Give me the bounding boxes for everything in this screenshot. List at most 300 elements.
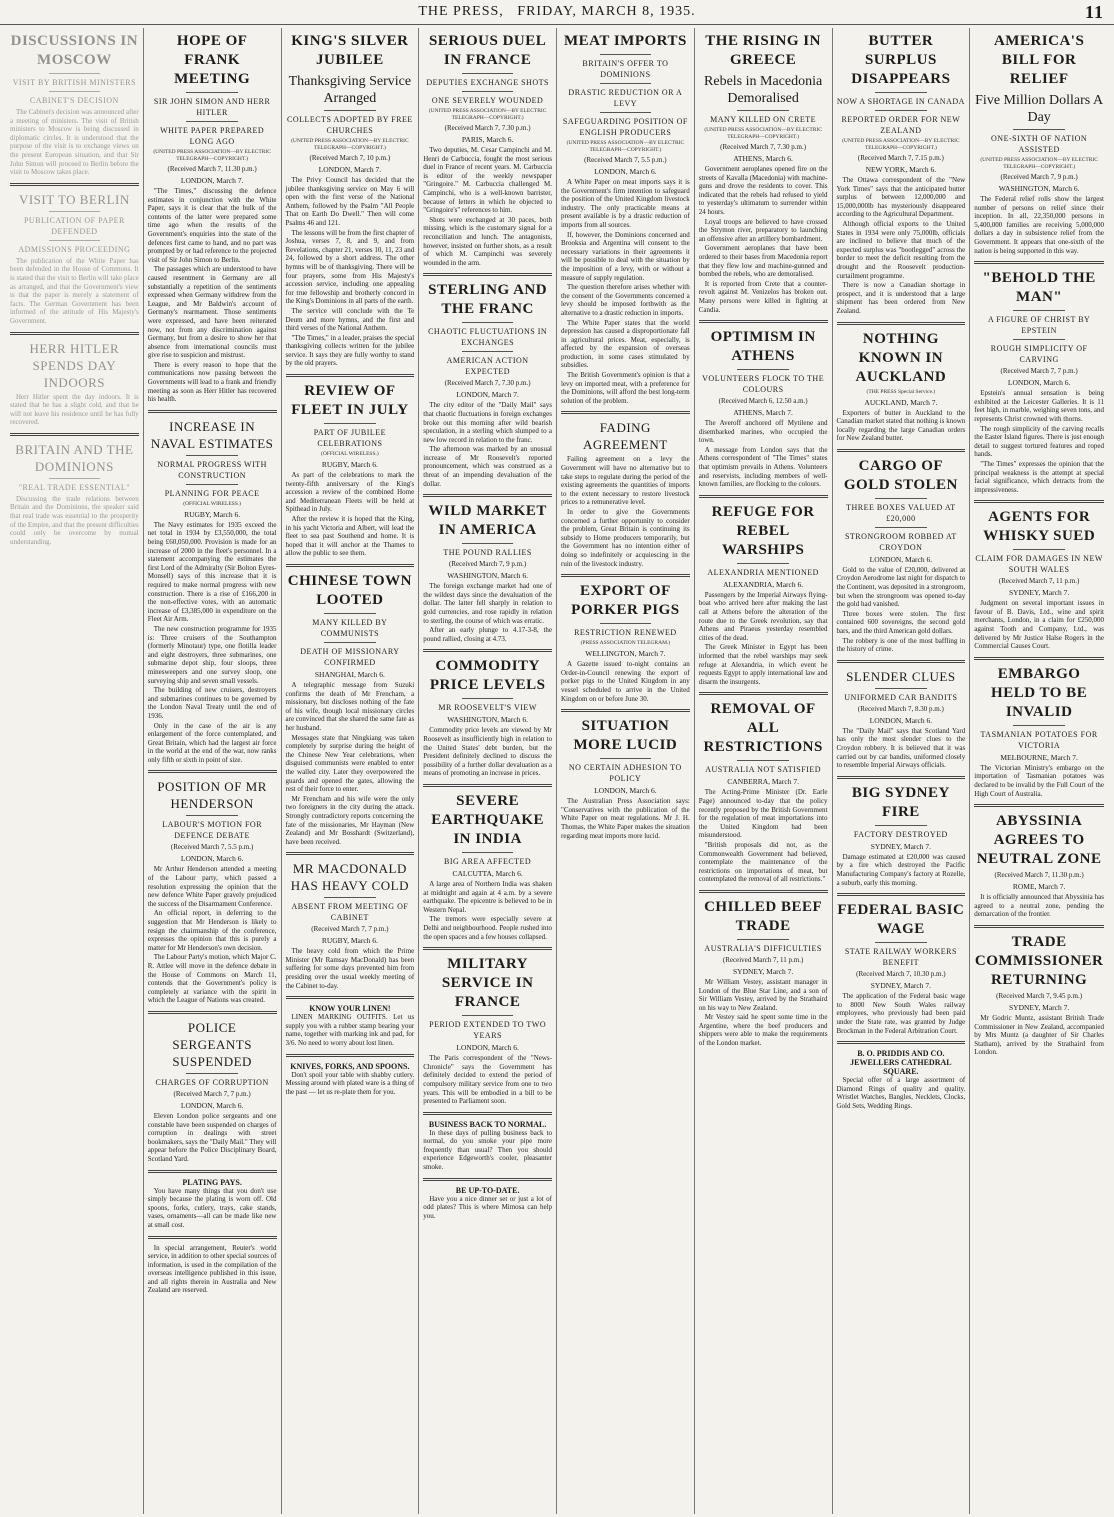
article-deck: NORMAL PROGRESS WITH CONSTRUCTION [157, 459, 267, 480]
article-deck: ONE SEVERELY WOUNDED [431, 96, 544, 105]
article-divider [699, 692, 828, 695]
article-headline: EMBARGO HELD TO BE INVALID [991, 665, 1088, 720]
paragraph: The Averoff anchored off Mytilene and disembarked marines, who occupied the town. [698, 419, 828, 445]
article-subheadline: Five Million Dollars A Day [975, 93, 1104, 125]
deck-rule [600, 758, 652, 759]
article [561, 582, 690, 703]
article-headline: BRITAIN AND THE DOMINIONS [15, 441, 134, 474]
article-deck: THE POUND RALLIES [443, 548, 532, 558]
deck-rule [875, 527, 927, 528]
article-divider [837, 449, 966, 452]
paragraph: Mr Frencham and his wife were the only two foreigners in the city during the attack. Strongly contradictory reports concerning the fate of the missionaries, Mr Hayman (New Zealand) and Mr Bosshardt (Switzerland), have been received. [285, 794, 415, 846]
article [148, 1244, 277, 1296]
paragraph: A telegraphic message from Suzuki confirms the death of Mr Frencham, a missionary, but discloses nothing of the fate of his wife, though local missionary circles are convinced that she shared the same fate as her husband. [285, 681, 415, 732]
article-body [974, 764, 1104, 798]
article-headline: REFUGE FOR REBEL WARSHIPS [711, 503, 815, 558]
article-body [10, 393, 139, 427]
wire-credit: (OFFICIAL WIRELESS.) [321, 451, 379, 458]
deck-rule [875, 498, 927, 499]
article-headline: REVIEW OF FLEET IN JULY [291, 383, 409, 419]
paragraph: The White Paper states that the world depression has caused a disproportionate fall in agricultural prices. Meat, especially, is affected by the expansion of overseas production, in some cases stimulated by subsidies. [561, 318, 690, 370]
dateline: PARIS, March 6. [461, 135, 514, 144]
article-body [561, 455, 690, 568]
deck-rule [1013, 725, 1065, 726]
column-3 [282, 28, 420, 1514]
article [699, 700, 828, 884]
columns [6, 28, 1108, 1514]
dateline: RUGBY, March 6. [184, 509, 241, 519]
article-deck: ABSENT FROM MEETING OF CABINET [291, 902, 409, 923]
article-deck: ADMISSIONS PROCEEDING [18, 244, 131, 254]
received-time: (Received March 7, 7 p.m.) [311, 925, 389, 934]
paragraph: A White Paper on meat imports says it is the Government's firm intention to safeguard the position of the United Kingdom livestock industry. The only practicable means at present available is by a drastic reduction of imports from all sources. [561, 178, 690, 229]
article-divider [423, 1178, 552, 1181]
paragraph: "The Times," in a leader, praises the special thanksgiving collects written for the jubilee service. It says they are fully worthy to stand by the old prayers. [285, 333, 415, 368]
article-deck: DEPUTIES EXCHANGE SHOTS [426, 78, 549, 87]
article-headline: SEVERE EARTHQUAKE IN INDIA [431, 792, 545, 847]
deck-rule [600, 83, 652, 84]
deck-rule [1013, 339, 1065, 340]
paragraph: After an early plunge to 4.17-3-8, the pound rallied, closing at 4.73. [423, 626, 552, 643]
received-time: (Received March 7, 7.30 p.m.) [720, 143, 807, 151]
paragraph: The rough simplicity of the carving recalls the Easter Island figures. There is just enough detail to suggest tortured features and roped hands. [974, 424, 1104, 459]
article-headline: OPTIMISM IN ATHENS [710, 329, 816, 365]
article-body [148, 1112, 277, 1164]
deck-rule [1013, 310, 1065, 311]
deck-rule [49, 478, 101, 479]
deck-rule [49, 73, 101, 74]
article-deck: PUBLICATION OF PAPER DEFENDED [23, 215, 125, 236]
deck-rule [875, 110, 927, 111]
received-time: (Received March 7, 8.30 p.m.) [857, 704, 944, 713]
paragraph: Shots were exchanged at 30 paces, both missing, which is the customary signal for a reconciliation and lunch. The antagonists, however, insisted on further shots, as a result of which M. Campinchi was severely wounded in the arm. [423, 215, 552, 267]
article-subheadline: Thanksgiving Service Arranged [288, 74, 412, 106]
article-divider [561, 574, 690, 577]
received-time: (Received March 7, 5.5 p.m.) [584, 156, 667, 164]
article [286, 382, 415, 558]
article-headline: STERLING AND THE FRANC [428, 282, 548, 318]
article-divider [148, 410, 277, 413]
paragraph: The tremors were especially severe at Delhi and neighbourhood. People rushed into the open spaces and a few houses collapsed. [423, 915, 552, 941]
article-body [837, 853, 966, 887]
paragraph: Herr Hitler spent the day indoors. It is stated that he has a slight cold, and that he will not leave his residence until he has fully recovered. [10, 392, 139, 427]
paragraph: The foreign exchange market had one of the wildest days since the devaluation of the dollar. The latter fell sharply in relation to gold currencies, and rose rapidly in relation to sterling, the course of which was erratic. [423, 582, 552, 625]
paragraph: Mr William Vestey, assistant manager in London of the Blue Star Line, and a son of Sir William Vestey, arrived by the Strathaird on his way to New Zealand. [698, 977, 828, 1012]
deck-rule [600, 54, 652, 55]
article-body [148, 521, 277, 765]
paragraph: As part of the celebrations to mark the twenty-fifth anniversary of the King's accession a review of the combined Home and Mediterranean Fleets will be held at Spithead in July. [285, 471, 415, 514]
column-5 [557, 28, 695, 1514]
article [837, 668, 966, 770]
article [974, 508, 1104, 651]
article-deck: CHAOTIC FLUCTUATIONS IN EXCHANGES [428, 327, 548, 348]
advert-title: BUSINESS BACK TO NORMAL. [428, 1119, 547, 1129]
article-headline: POSITION OF MR HENDERSON [157, 779, 267, 812]
received-time: (Received March 7, 10 p.m.) [309, 154, 391, 162]
paragraph: The publication of the White Paper has been defended in the House of Commons. It is stated that the visit to Berlin will take place as arranged, and that the Government's view is that the paper is merely a statement of facts. The German Government has been informed of the attitude of His Majesty's Government. [10, 256, 139, 325]
article-deck: VISIT BY BRITISH MINISTERS [12, 78, 137, 87]
article-deck: MR ROOSEVELT'S VIEW [438, 703, 537, 713]
article-divider [10, 183, 139, 186]
paragraph: In special arrangement, Reuter's world service, in addition to other special sources of information, is used in the compilation of the overseas intelligence published in this issue, and all rights therein in Australia and New Zealand are reserved. [147, 1243, 277, 1295]
deck-rule [49, 240, 101, 241]
paragraph: An official report, in deferring to the suggestion that Mr Henderson is likely to resign the chairmanship of the conference, expresses the opinion that this is purely a matter for Mr Henderson's own decision. [147, 909, 277, 952]
advert-title: KNOW YOUR LINEN! [309, 1004, 391, 1014]
wire-credit: (UNITED PRESS ASSOCIATION—BY ELECTRIC TELEGRAPH—COPYRIGHT.) [704, 127, 822, 140]
article [423, 657, 552, 778]
paragraph: The Navy estimates for 1935 exceed the net total in 1934 by £3,550,000, the total being £60,050,000. Provision is made for an increase of 2000 in the fleet's personnel. In a statement accompanying the estimates the first Lord of the Admiralty (Sir Bolton Eyres-Monsell) says of this increase that it is required to make normal progress with new construction. There is a rise of £166,200 in the non-effective votes, with an automatic increase of £3,385,000 in expenditure on the Fleet Air Arm. [147, 520, 277, 624]
article-deck: SAFEGUARDING POSITION OF ENGLISH PRODUCERS [562, 117, 688, 137]
received-time: (Received March 7, 7.30 p.m.) [444, 379, 531, 388]
paragraph: The question therefore arises whether with the consent of the Governments concerned a levy should be imposed forthwith as the alternative to a drastic reduction in imports. [561, 283, 690, 317]
article-headline: MILITARY SERVICE IN FRANCE [441, 956, 534, 1011]
deck-rule [462, 73, 514, 74]
article-divider [837, 1041, 966, 1044]
article [561, 717, 690, 840]
article [974, 269, 1104, 494]
article-body [148, 865, 277, 1005]
article-deck: ONE-SIXTH OF NATION ASSISTED [991, 134, 1088, 154]
article-deck: CLAIM FOR DAMAGES IN NEW SOUTH WALES [975, 554, 1103, 575]
paragraph: The afternoon was marked by an unusual increase of Mr Roosevelt's reported pronouncement, which was construed as a threat of an impending devaluation of the dollar. [423, 445, 552, 488]
article-body [148, 1244, 277, 1296]
article-deck: NO CERTAIN ADHESION TO POLICY [568, 763, 682, 784]
paragraph: LINEN MARKING OUTFITS. Let us supply you with a rubber stamp bearing your name, together with marking ink and pad, for 3/6. No need to worry about lost linen. [285, 1013, 415, 1048]
article [10, 32, 139, 177]
article [10, 191, 139, 326]
article-headline: REMOVAL OF ALL RESTRICTIONS [703, 701, 823, 756]
article-body [837, 1076, 966, 1110]
article-body [286, 947, 415, 990]
article-headline: THE RISING IN GREECE [705, 33, 821, 68]
dateline: RUGBY, March 6. [321, 460, 378, 470]
paragraph: "The Times" expresses the opinion that the principal weakness is the attempt at special facial significance, which detracts from the impressiveness. [974, 459, 1104, 494]
deck-rule [875, 688, 927, 689]
paragraph: The application of the Federal basic wage to 8000 New South Wales railway employees, who previously had been paid under the State rate, was granted by Judge Brockman in the Federal Arbitration Court. [836, 992, 966, 1035]
article [148, 1178, 277, 1230]
received-time: (Received March 7, 9 p.m.) [1000, 173, 1078, 181]
article-deck: THREE BOXES VALUED AT £20,000 [846, 502, 956, 523]
masthead-paper: THE PRESS, [418, 4, 504, 19]
deck-rule [737, 110, 789, 111]
article-headline: WILD MARKET IN AMERICA [428, 503, 547, 539]
paragraph: Loyal troops are believed to have crossed the Strymon river, preparatory to launching an offensive after an artillery bombardment. [698, 217, 828, 243]
paragraph: The Cabinet's decision was announced after a meeting of ministers. The visit of British ministers to Moscow is being discussed in diplomatic circles. It is understood that the purpose of the visit is to exchange views on the present European situation, and that Sir John Simon will proceed to Berlin before the visit to Moscow takes place. [10, 108, 139, 177]
article-body [423, 1129, 552, 1172]
advert-title: BE UP-TO-DATE. [455, 1185, 520, 1195]
received-time: (Received March 7, 10.30 p.m.) [856, 970, 946, 979]
article-body [699, 165, 828, 314]
deck-rule [462, 543, 514, 544]
deck-rule [875, 92, 927, 93]
article-body [561, 797, 690, 840]
paragraph: "The Times," discussing the defence estimates in conjunction with the White Paper, says it is clear that the bulk of the contents of the latter were prepared some time ago when the results of the Government's enquiries into the state of the defences first came to hand, and no part was prompted by or had reference to the projected visit of Sir John Simon to Berlin. [147, 187, 277, 264]
column-8 [970, 28, 1108, 1514]
article-deck: TASMANIAN POTATOES FOR VICTORIA [980, 729, 1098, 750]
article-divider [699, 495, 828, 498]
article [286, 32, 415, 368]
column-2 [144, 28, 282, 1514]
article-headline: CARGO OF GOLD STOLEN [843, 457, 958, 493]
dateline: ATHENS, March 7. [733, 408, 793, 418]
paragraph: In order to give the Governments concerned a further opportunity to consider the problem, Great Britain is continuing its subsidy to Home producers temporarily, but the Government has no intention either of doing so indefinitely or acquiescing in the ruin of the livestock industry. [561, 508, 690, 568]
paragraph: It is reported from Crete that a counter-revolt against M. Venizelos has broken out. Many persons were killed in fighting at Candia. [698, 279, 828, 314]
column-1 [6, 28, 144, 1514]
article-body [423, 401, 552, 488]
article-deck: STATE RAILWAY WORKERS BENEFIT [844, 947, 957, 968]
article-deck: A FIGURE OF CHRIST BY EPSTEIN [987, 315, 1091, 336]
paragraph: The passages which are understood to have caused resentment in Germany are all substantially a repetition of the sentiments expressed when Germany withdrew from the League, and Mr Baldwin's account of Germany's rearmament. Those sentiments were expressed, and have been reiterated now, not from any discrimination against Germany, but from a desire to show her that absence from international councils must give rise to suspicion and mistrust. [147, 265, 277, 360]
wire-credit: (UNITED PRESS ASSOCIATION—BY ELECTRIC TELEGRAPH—COPYRIGHT.) [566, 140, 685, 153]
article-deck: ALEXANDRIA MENTIONED [707, 567, 819, 577]
paragraph: Epstein's annual sensation is being exhibited at the Leicester Galleries. It is 11 feet high, in marble, weighing seven tons, and represents Christ crowned with thorns. [974, 389, 1104, 423]
article-divider [699, 890, 828, 893]
article [837, 1049, 966, 1110]
deck-rule [324, 423, 376, 424]
article-deck: VOLUNTEERS FLOCK TO THE COLOURS [702, 374, 825, 395]
dateline: LONDON, March 6. [869, 715, 933, 725]
deck-rule [600, 623, 652, 624]
paragraph: Eleven London police sergeants and one constable have been suspended on charges of corruption in dealings with street bookmakers, says the "Daily Mail." They will appear before the Police Disciplinary Board, Scotland Yard. [147, 1111, 277, 1163]
deck-rule [324, 897, 376, 898]
article-divider [974, 657, 1104, 660]
article-deck: AMERICAN ACTION EXPECTED [446, 356, 529, 377]
masthead [0, 0, 1114, 25]
paragraph: The Australian Press Association says: "Conservatives with the publication of the White Paper on meat regulations. Mr J. H. Thomas, the White Paper makes the situation regarding meat imports more lucid. [561, 797, 690, 840]
deck-rule [737, 939, 789, 940]
dateline: SYDNEY, March 7. [870, 841, 932, 851]
paragraph: The lessons will be from the first chapter of Joshua, verses 7, 8, and 9, and from Revelations, chapter 21, verses 10, 11, 23 and 24, followed by a short address. The other hymns will be of thanksgiving. There will be four prayers, some from His Majesty's accession service, including one appealing for true fellowship and brotherly concord in the King's Dominions in all parts of the earth. [285, 228, 415, 306]
dateline: LONDON, March 6. [180, 854, 244, 864]
article-deck: STRONGROOM ROBBED AT CROYDON [844, 531, 957, 552]
deck-rule [186, 92, 238, 93]
article [286, 1062, 415, 1097]
article [148, 418, 277, 765]
article-body [561, 660, 690, 703]
paragraph: If, however, the Dominions concerned and Brooksia and Argentina will consent to the necessary variations in their agreements it will be possible to deal with the situation by the imposition of a levy, with or without a measure of supply regulation. [561, 230, 690, 282]
paragraph: Discussing the trade relations between Britain and the Dominions, the speaker said that real trade was essential to the prosperity of the Empire, and that the present difficulties could only be overcome by mutual understanding. [10, 494, 139, 546]
paragraph: The heavy cold from which the Prime Minister (Mr Ramsay MacDonald) has been suffering for some days prevented him from presiding over the usual weekly meeting of the Cabinet to-day. [285, 947, 415, 990]
received-time: (Received March 7, 9.45 p.m.) [996, 992, 1083, 1000]
article-headline: BUTTER SURPLUS DISAPPEARS [851, 33, 951, 87]
dateline: LONDON, March 6. [594, 167, 657, 176]
article-body [837, 176, 966, 316]
article-body [699, 978, 828, 1048]
article-body [837, 727, 966, 770]
dateline: SYDNEY, March 7. [732, 966, 794, 976]
article [148, 778, 277, 1005]
article-deck: RESTRICTION RENEWED [574, 628, 677, 638]
article-divider [286, 852, 415, 855]
deck-rule [462, 1015, 514, 1016]
paragraph: The "Daily Mail" says that Scotland Yard has only the most slender clues to the Croydon robbery. It is believed that it was carried out by car bandits, uniformed closely to resemble Imperial Airways officials. [836, 726, 966, 770]
article-divider [974, 804, 1104, 807]
received-time: (Received March 6, 12.50 a.m.) [718, 397, 808, 406]
article-deck: LABOUR'S MOTION FOR DEFENCE DEBATE [162, 820, 263, 841]
article-headline: INCREASE IN NAVAL ESTIMATES [150, 418, 274, 451]
paragraph: The Acting-Prime Minister (Dr. Earle Page) announced to-day that the policy recently proposed by the British Government for the regulation of meat importations into the United Kingdom had been misunderstood. [698, 788, 828, 840]
article-deck: AUSTRALIA NOT SATISFIED [705, 765, 822, 775]
article [837, 457, 966, 654]
article-body [423, 582, 552, 643]
article-subheadline: Rebels in Macedonia Demoralised [704, 74, 823, 106]
paragraph: The service will conclude with the Te Deum and more hymns, and the first and third verses of the National Anthem. [285, 306, 415, 333]
paragraph: Two deputies, M. Cesar Campinchi and M. Henri de Carbuccia, fought the most serious duel in France of recent years. M. Carbuccia is editor of the weekly newspaper "Gringoire." M. Carbuccia challenged M. Campinchi, who is a well-known barrister, because of letters in which he objected to "Gringoire's" references to him. [423, 146, 552, 215]
article [837, 330, 966, 443]
article-body [286, 1013, 415, 1047]
paragraph: Judgment on several important issues in favour of B. Davis, Ltd., wine and spirit merchants, London, in a claim for £250,000 against Tooth and Company, Ltd., was delivered by Mr Justice Halse Rogers in the Commercial Causes Court. [974, 599, 1104, 651]
dateline: WASHINGTON, March 6. [447, 715, 528, 725]
deck-rule [600, 112, 652, 113]
article-headline: POLICE SERGEANTS SUSPENDED [172, 1019, 252, 1069]
article-body [286, 471, 415, 558]
article-body [423, 880, 552, 941]
paragraph: The Paris correspondent of the "News-Chronicle" says the Government has definitely decided to extend the period of compulsory military service from one to two years. This will be embodied in a bill to be presented to Parliament soon. [423, 1054, 552, 1106]
column-6 [695, 28, 833, 1514]
article-body [974, 195, 1104, 255]
wire-credit: (UNITED PRESS ASSOCIATION—BY ELECTRIC TELEGRAPH—COPYRIGHT.) [842, 138, 960, 151]
article-headline: AMERICA'S BILL FOR RELIEF [993, 33, 1085, 87]
paragraph: The new construction programme for 1935 is: Three cruisers of the Southampton (formerly Minotaur) type, one flotilla leader and eight destroyers, three submarines, one submarine depot ship, four sloops, three minesweepers and one survey sloop, one surveying ship and seven small vessels. [147, 624, 277, 685]
paragraph: Only in the case of the air is any enlargement of the force contemplated, and Great Britain, which had the largest air force in the world at the end of the war, now ranks only fifth or sixth in point of size. [147, 721, 277, 764]
advert-title: KNIVES, FORKS, AND SPOONS. [290, 1061, 410, 1071]
dateline: SYDNEY, March 7. [1008, 588, 1070, 598]
article-body [974, 389, 1104, 494]
dateline: LONDON, March 6. [180, 1100, 244, 1110]
article [699, 32, 828, 314]
wire-credit: (UNITED PRESS ASSOCIATION—BY ELECTRIC TELEGRAPH—COPYRIGHT.) [980, 157, 1098, 170]
paragraph: The Labour Party's motion, which Major C. R. Attlee will move in the defence debate in the House of Commons on March 11, contends that the Government's policy is completely at variance with the spirit in which the League of Nations was created. [147, 953, 277, 1005]
article-divider [561, 411, 690, 414]
article [10, 340, 139, 427]
paragraph: The Greek Minister in Egypt has been informed that the rebel warships may seek refuge at Alexandria, in which event he requests Egypt to apply international law and disarm the insurgents. [698, 643, 828, 686]
article [699, 328, 828, 489]
dateline: LONDON, March 7. [180, 176, 244, 185]
paragraph: The robbery is one of the most baffling in the history of crime. [836, 636, 966, 654]
deck-rule [324, 642, 376, 643]
article-body [974, 893, 1104, 919]
deck-rule [186, 121, 238, 122]
article-divider [837, 776, 966, 779]
advert-title: PLATING PAYS. [182, 1177, 242, 1187]
paragraph: You have many things that you don't use simply because the plating is worn off. Old spoons, forks, cutlery, trays, cake stands, vases, ornaments—all can be made like new at small cost. [147, 1186, 277, 1229]
article-divider [10, 332, 139, 335]
deck-rule [49, 211, 101, 212]
article-divider [286, 564, 415, 567]
article-body [423, 726, 552, 778]
paragraph: Mr Vestey said he spent some time in the Argentine, where the beef producers and shippers were able to make the requirements of the London market. [698, 1013, 828, 1048]
dateline: ROME, March 7. [1012, 882, 1066, 892]
deck-rule [186, 815, 238, 816]
paragraph: A Gazette issued to-night contains an Order-in-Council renewing the export of porker pigs to the United Kingdom in any vessel scheduled to arrive in the United Kingdom on or before June 30. [561, 660, 690, 703]
article [286, 1004, 415, 1047]
paragraph: "British proposals did not, as the Commonwealth Government had believed, contemplate the maintenance of the restrictions on importations of meat, but contemplated the removal of all restrictions." [698, 840, 828, 884]
article-body [10, 108, 139, 177]
article-deck: PLANNING FOR PEACE [164, 488, 260, 498]
article [837, 32, 966, 316]
wire-credit: (UNITED PRESS ASSOCIATION—BY ELECTRIC TELEGRAPH—COPYRIGHT.) [428, 108, 547, 121]
article-body [286, 1071, 415, 1097]
paragraph: Don't spoil your table with shabby cutlery. Messing around with plated ware is a thing of the past — let us re-plate them for you. [285, 1070, 415, 1096]
article-deck: AUSTRALIA'S DIFFICULTIES [704, 943, 822, 953]
article-divider [423, 649, 552, 652]
article [423, 502, 552, 643]
received-time: (Received March 7, 11.30 p.m.) [994, 871, 1084, 880]
paragraph: Gold to the value of £20,000, delivered at Croydon Aerodrome last night for dispatch to the Continent, was deposited in a strongroom, but when the strongroom was opened to-day the gold had vanished. [836, 565, 966, 609]
deck-rule [1013, 129, 1065, 130]
dateline: LONDON, March 6. [1007, 378, 1071, 388]
paragraph: The building of new cruisers, destroyers and submarines continues to be governed by the London Naval Treaty until the end of 1936. [147, 686, 277, 720]
dateline: SYDNEY, March 7. [1008, 1003, 1070, 1012]
article-deck: WHITE PAPER PREPARED LONG AGO [160, 126, 265, 146]
article-body [974, 1014, 1104, 1057]
article-deck: NOW A SHORTAGE IN CANADA [836, 97, 965, 106]
article-deck: PERIOD EXTENDED TO TWO YEARS [429, 1020, 547, 1041]
received-time: (Received March 7, 5.5 p.m.) [170, 843, 254, 852]
article-headline: FEDERAL BASIC WAGE [837, 902, 965, 938]
dateline: WELLINGTON, March 7. [585, 649, 666, 659]
article [837, 784, 966, 887]
article-headline: TRADE COMMISSIONER RETURNING [974, 934, 1104, 988]
article-body [423, 1054, 552, 1106]
article-divider [837, 322, 966, 325]
article-divider [974, 925, 1104, 928]
article-body [10, 495, 139, 547]
dateline: SHANGHAI, March 6. [314, 670, 385, 679]
wire-credit: (UNITED PRESS ASSOCIATION—BY ELECTRIC TELEGRAPH—COPYRIGHT.) [291, 138, 409, 151]
article-divider [286, 374, 415, 377]
article [148, 32, 277, 404]
column-7 [833, 28, 971, 1514]
paragraph: Passengers by the Imperial Airways flying-boat who arrived here after making the last call at Athens before the alteration of the route due to the Greek revolution, say that Athens and Piraeus yesterday resembled cities of the dead. [698, 590, 828, 642]
article [423, 281, 552, 488]
received-time: (Received March 7, 11.30 p.m.) [167, 165, 257, 173]
article-deck: REPORTED ORDER FOR NEW ZEALAND [841, 115, 961, 135]
article-divider [974, 261, 1104, 264]
article-headline: FADING AGREEMENT [583, 420, 668, 453]
received-time: (Received March 7, 11 p.m.) [722, 955, 804, 964]
article-deck: ROUGH SIMPLICITY OF CARVING [990, 344, 1088, 365]
article-deck: MANY KILLED ON CRETE [710, 115, 817, 124]
article [423, 1186, 552, 1221]
article-deck: CABINET'S DECISION [29, 96, 119, 105]
article [423, 32, 552, 267]
article [837, 901, 966, 1035]
article-headline: MR MACDONALD HAS HEAVY COLD [290, 861, 409, 894]
paragraph: A large area of Northern India was shaken at midnight and again at 4 a.m. by a severe earthquake. The epicentre is believed to be in Western Nepal. [423, 879, 552, 914]
article-divider [423, 947, 552, 950]
dateline: ALEXANDRIA, March 6. [723, 579, 804, 589]
page-number: 11 [1084, 2, 1104, 22]
article-headline: SITUATION MORE LUCID [573, 718, 678, 754]
article [561, 32, 690, 405]
dateline: LONDON, March 7. [456, 390, 519, 400]
paragraph: After the review it is hoped that the King, in his yacht Victoria and Albert, will lead the fleet to sea past Southend and home. It is hoped that it will anchor at the Thames to allow the public to see them. [285, 515, 415, 558]
article-deck: FACTORY DESTROYED [853, 829, 948, 839]
paragraph: A message from London says that the Athens correspondent of "The Times" states that optimism prevails in Athens. Volunteers and reservists, including members of well-known families, are flocking to the colours. [698, 445, 828, 489]
article-headline: AGENTS FOR WHISKY SUED [983, 509, 1096, 545]
article-headline: HOPE OF FRANK MEETING [174, 33, 251, 87]
article-body [10, 257, 139, 326]
article-body [148, 1187, 277, 1230]
article-headline: DISCUSSIONS IN MOSCOW [10, 33, 139, 68]
paragraph: The British Government's opinion is that a levy on imported meat, with a preference for the Dominions, will afford the best long-term solution of the problem. [561, 371, 690, 405]
article-deck: SIR JOHN SIMON AND HERR HITLER [153, 97, 271, 117]
deck-rule [186, 455, 238, 456]
article-headline: HERR HITLER SPENDS DAY INDOORS [29, 340, 120, 390]
article-deck: PART OF JUBILEE CELEBRATIONS [313, 428, 387, 449]
article-body [837, 409, 966, 443]
